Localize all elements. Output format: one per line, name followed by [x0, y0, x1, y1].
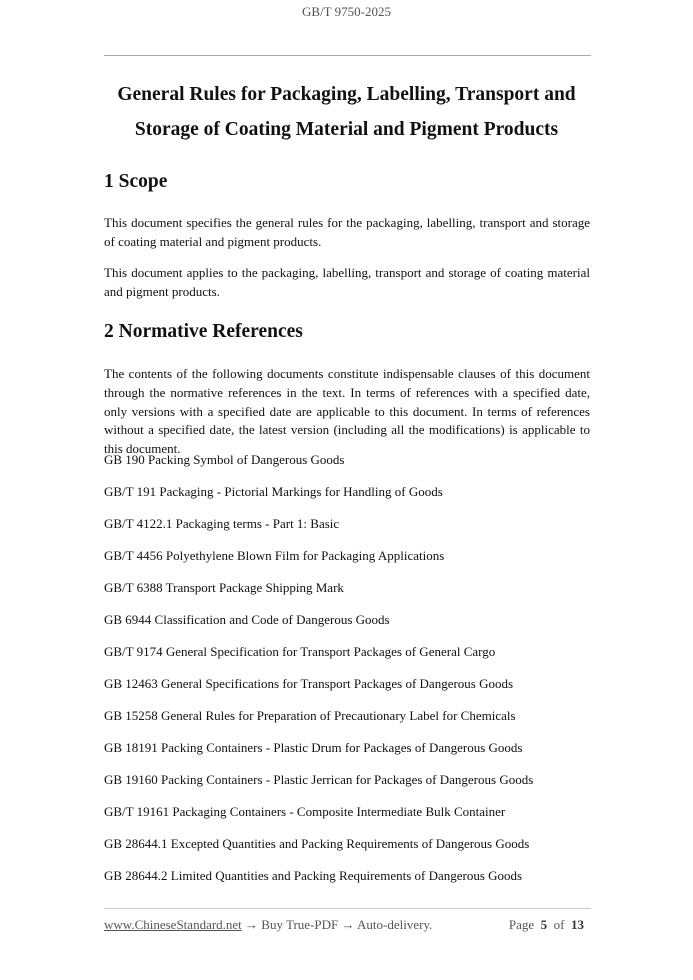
page-footer	[104, 917, 588, 933]
footer-promo	[104, 917, 432, 933]
reference-item: GB 12463 General Specifications for Transport Packages of Dangerous Goods	[104, 676, 514, 691]
section-heading-scope: 1 Scope	[104, 171, 168, 192]
of-label: of	[553, 917, 565, 932]
page-label: Page	[508, 917, 535, 932]
footer-promo-text: → Buy True-PDF → Auto-delivery.	[241, 917, 433, 932]
reference-item: GB/T 19161 Packaging Containers - Composite Intermediate Bulk Container	[104, 804, 506, 819]
scope-paragraph-1: This document specifies the general rules for the packaging, labelling, transport and storage of coating material and pigment products.	[104, 215, 590, 249]
website-link[interactable]: www.ChineseStandard.net	[104, 917, 242, 932]
reference-item: GB 18191 Packing Containers - Plastic Drum for Packages of Dangerous Goods	[104, 740, 523, 755]
reference-item: GB 28644.1 Excepted Quantities and Packing Requirements of Dangerous Goods	[104, 836, 530, 851]
reference-item: GB 28644.2 Limited Quantities and Packing Requirements of Dangerous Goods	[104, 868, 523, 883]
document-title-line-2: Storage of Coating Material and Pigment Products	[134, 119, 559, 140]
reference-item: GB/T 4122.1 Packaging terms - Part 1: Basic	[104, 516, 340, 531]
reference-item: GB/T 6388 Transport Package Shipping Mark	[104, 580, 344, 595]
page-number	[509, 917, 584, 933]
section-heading-normative-references: 2 Normative References	[104, 321, 303, 342]
header-divider	[104, 55, 591, 56]
reference-item: GB 190 Packing Symbol of Dangerous Goods	[104, 452, 345, 467]
document-title-line-1: General Rules for Packaging, Labelling, Transport and	[117, 84, 576, 105]
references-intro-paragraph: The contents of the following documents constitute indispensable clauses of this document through the normative references in the text. In terms of references with a specified date, only versions with a specified date are applicable to this document. In terms of references without a specified date, the latest version (including all the modifications) is applicable to this document.	[104, 366, 590, 457]
reference-item: GB 6944 Classification and Code of Dangerous Goods	[104, 612, 390, 627]
scope-paragraph-2: This document applies to the packaging, labelling, transport and storage of coating material and pigment products.	[104, 265, 590, 299]
footer-divider	[104, 908, 591, 909]
reference-item: GB/T 191 Packaging - Pictorial Markings for Handling of Goods	[104, 484, 443, 499]
reference-item: GB 15258 General Rules for Preparation of Precautionary Label for Chemicals	[104, 708, 516, 723]
total-pages: 13	[571, 917, 584, 932]
reference-item: GB/T 9174 General Specification for Transport Packages of General Cargo	[104, 644, 496, 659]
reference-item: GB/T 4456 Polyethylene Blown Film for Packaging Applications	[104, 548, 445, 563]
running-header: GB/T 9750-2025	[302, 4, 391, 19]
reference-item: GB 19160 Packing Containers - Plastic Jerrican for Packages of Dangerous Goods	[104, 772, 534, 787]
current-page: 5	[540, 917, 548, 932]
